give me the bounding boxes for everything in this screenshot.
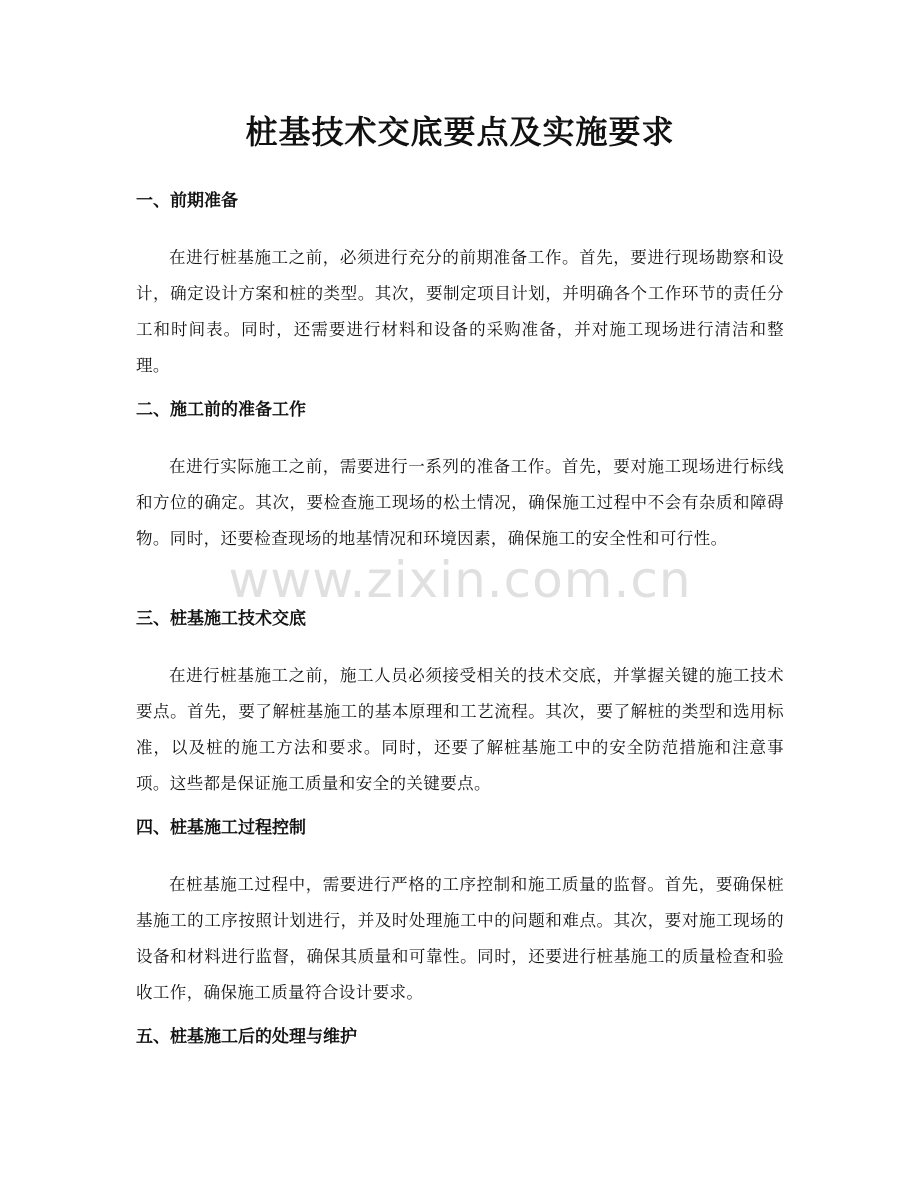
section-heading: 一、前期准备 — [136, 191, 238, 211]
section-heading: 三、桩基施工技术交底 — [136, 609, 306, 629]
section-paragraph: 在进行桩基施工之前，施工人员必须接受相关的技术交底，并掌握关键的施工技术要点。首先，要了解桩基施工的基本原理和工艺流程。其次，要了解桩的类型和选用标准，以及桩的施工方法和要求。同时，还要了解桩基施工中的安全防范措施和注意事项。这些都是保证施工质量和安全的关键要点。 — [136, 666, 784, 793]
section-3 — [136, 607, 784, 802]
section-paragraph: 在进行实际施工之前，需要进行一系列的准备工作。首先，要对施工现场进行标线和方位的确定。其次，要检查施工现场的松土情况，确保施工过程中不会有杂质和障碍物。同时，还要检查现场的地基情况和环境因素，确保施工的安全性和可行性。 — [136, 457, 784, 548]
watermark: www.zixin.com.cn — [228, 551, 692, 609]
document-title: 桩基技术交底要点及实施要求 — [245, 113, 675, 151]
section-heading: 五、桩基施工后的处理与维护 — [136, 1027, 357, 1047]
section-5 — [136, 1025, 784, 1049]
section-1 — [136, 189, 784, 384]
section-4 — [136, 816, 784, 1011]
section-paragraph: 在桩基施工过程中，需要进行严格的工序控制和施工质量的监督。首先，要确保桩基施工的工序按照计划进行，并及时处理施工中的问题和难点。其次，要对施工现场的设备和材料进行监督，确保其质量和可靠性。同时，还要进行桩基施工的质量检查和验收工作，确保施工质量符合设计要求。 — [136, 875, 784, 1002]
section-2 — [136, 398, 784, 557]
section-paragraph: 在进行桩基施工之前，必须进行充分的前期准备工作。首先，要进行现场勘察和设计，确定设计方案和桩的类型。其次，要制定项目计划，并明确各个工作环节的责任分工和时间表。同时，还需要进行材料和设备的采购准备，并对施工现场进行清洁和整理。 — [136, 248, 784, 375]
section-heading: 四、桩基施工过程控制 — [136, 818, 306, 838]
section-heading: 二、施工前的准备工作 — [136, 400, 306, 420]
